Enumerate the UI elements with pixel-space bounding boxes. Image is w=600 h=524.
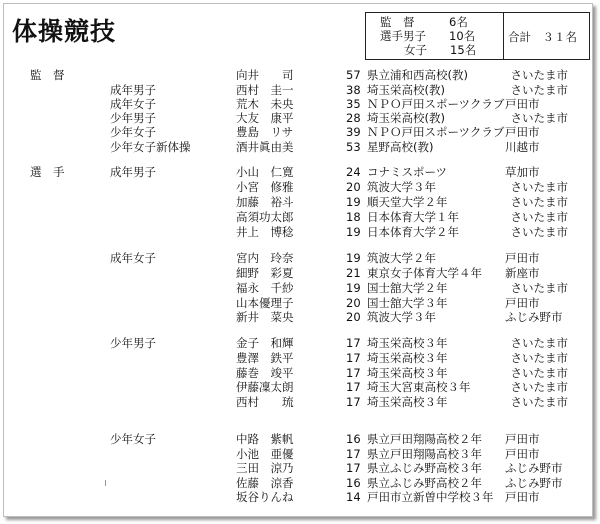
athlete-age: 24 <box>346 165 361 179</box>
athlete-age: 38 <box>346 83 361 97</box>
athlete-age: 17 <box>346 366 361 380</box>
athlete-name: 大友 康平 <box>236 111 294 125</box>
athlete-age: 17 <box>346 336 361 350</box>
roster-row <box>0 447 600 462</box>
athlete-name: 金子 和輝 <box>236 336 294 350</box>
roster-row <box>0 165 600 180</box>
athlete-city: 新座市 <box>505 266 540 280</box>
athlete-age: 20 <box>346 310 361 324</box>
role-label: 選 手 <box>30 165 65 179</box>
athlete-affiliation: 埼玉栄高校３年 <box>367 336 448 350</box>
athlete-age: 20 <box>346 180 361 194</box>
athlete-city: 戸田市 <box>505 296 540 310</box>
roster-row <box>0 180 600 195</box>
roster-row <box>0 97 600 112</box>
athlete-affiliation: 順天堂大学２年 <box>367 195 448 209</box>
athlete-city: さいたま市 <box>510 366 568 380</box>
category-label: 少年女子 <box>110 432 156 446</box>
athlete-age: 28 <box>346 111 361 125</box>
athlete-name: 福永 千紗 <box>236 281 294 295</box>
athlete-name: 中路 紫帆 <box>236 432 294 446</box>
athlete-age: 16 <box>346 476 361 490</box>
athlete-city: 川越市 <box>505 140 540 154</box>
athlete-name: 坂谷りんね <box>236 490 294 504</box>
athlete-affiliation: 埼玉栄高校３年 <box>367 395 448 409</box>
category-label: 成年男子 <box>110 83 156 97</box>
roster-row <box>0 281 600 296</box>
athlete-age: 16 <box>346 432 361 446</box>
category-label: 少年男子 <box>110 111 156 125</box>
summary-players-female: 女子 15名 <box>404 43 477 57</box>
category-label: 成年男子 <box>110 165 156 179</box>
athlete-age: 17 <box>346 395 361 409</box>
athlete-city: さいたま市 <box>510 351 568 365</box>
athlete-affiliation: 筑波大学２年 <box>367 251 436 265</box>
athlete-affiliation: 県立戸田翔陽高校３年 <box>367 447 482 461</box>
category-label: 少年女子 <box>110 125 156 139</box>
athlete-age: 19 <box>346 281 361 295</box>
athlete-affiliation: 国士舘大学３年 <box>367 296 448 310</box>
roster-row <box>0 490 600 505</box>
athlete-name: 酒井眞由美 <box>236 140 294 154</box>
page-title: 体操競技 <box>12 17 117 46</box>
roster-row <box>0 195 600 210</box>
athlete-name: 豊澤 鉄平 <box>236 351 294 365</box>
athlete-affiliation: ＮＰＯ戸田スポーツクラブ <box>367 125 505 139</box>
athlete-age: 35 <box>346 97 361 111</box>
athlete-city: 戸田市 <box>505 447 540 461</box>
athlete-affiliation: 県立戸田翔陽高校２年 <box>367 432 482 446</box>
athlete-affiliation: 県立ふじみ野高校３年 <box>367 461 482 475</box>
athlete-affiliation: コナミスポーツ <box>367 165 448 179</box>
athlete-affiliation: 筑波大学３年 <box>367 180 436 194</box>
athlete-name: 小山 仁寛 <box>236 165 294 179</box>
athlete-affiliation: 埼玉栄高校(教) <box>367 83 445 97</box>
athlete-city: 草加市 <box>505 165 540 179</box>
athlete-affiliation: 県立ふじみ野高校２年 <box>367 476 482 490</box>
athlete-city: 戸田市 <box>505 125 540 139</box>
athlete-affiliation: ＮＰＯ戸田スポーツクラブ <box>367 97 505 111</box>
athlete-affiliation: 埼玉栄高校３年 <box>367 351 448 365</box>
athlete-city: ふじみ野市 <box>505 310 563 324</box>
athlete-name: 藤巻 竣平 <box>236 366 294 380</box>
athlete-city: さいたま市 <box>510 68 568 82</box>
athlete-affiliation: 埼玉大宮東高校３年 <box>367 380 471 394</box>
athlete-name: 細野 彩夏 <box>236 266 294 280</box>
athlete-affiliation: 県立浦和西高校(教) <box>367 68 468 82</box>
athlete-name: 佐藤 涼香 <box>236 476 294 490</box>
athlete-city: さいたま市 <box>510 336 568 350</box>
athlete-age: 17 <box>346 461 361 475</box>
roster-row <box>0 266 600 281</box>
roster-row <box>0 251 600 266</box>
summary-players-male: 選手男子 10名 <box>380 29 476 43</box>
roster-row <box>0 461 600 476</box>
athlete-age: 19 <box>346 225 361 239</box>
roster-row <box>0 140 600 155</box>
athlete-city: ふじみ野市 <box>505 461 563 475</box>
athlete-age: 17 <box>346 351 361 365</box>
athlete-age: 14 <box>346 490 361 504</box>
roster-row <box>0 351 600 366</box>
category-label: 成年女子 <box>110 251 156 265</box>
roster-row <box>0 380 600 395</box>
athlete-age: 18 <box>346 210 361 224</box>
roster-row <box>0 336 600 351</box>
athlete-name: 伊藤凜太朗 <box>236 380 294 394</box>
roster-row <box>0 125 600 140</box>
athlete-name: 小宮 修雅 <box>236 180 294 194</box>
athlete-name: 荒木 未央 <box>236 97 294 111</box>
athlete-city: 戸田市 <box>505 490 540 504</box>
margin-tick <box>105 480 106 486</box>
roster-row <box>0 310 600 325</box>
athlete-city: さいたま市 <box>510 380 568 394</box>
roster-row <box>0 225 600 240</box>
athlete-city: さいたま市 <box>510 225 568 239</box>
athlete-city: さいたま市 <box>510 111 568 125</box>
category-label: 少年男子 <box>110 336 156 350</box>
athlete-name: 新井 菜央 <box>236 310 294 324</box>
roster-row <box>0 395 600 410</box>
athlete-city: さいたま市 <box>510 180 568 194</box>
athlete-affiliation: 日本体育大学２年 <box>367 225 459 239</box>
athlete-name: 高須功太郎 <box>236 210 294 224</box>
athlete-city: さいたま市 <box>510 83 568 97</box>
athlete-city: さいたま市 <box>510 395 568 409</box>
athlete-age: 19 <box>346 195 361 209</box>
athlete-city: さいたま市 <box>510 281 568 295</box>
summary-staff: 監 督 6名 <box>380 15 468 29</box>
athlete-age: 17 <box>346 380 361 394</box>
athlete-city: 戸田市 <box>505 251 540 265</box>
role-label: 監 督 <box>30 68 65 82</box>
category-label: 少年女子新体操 <box>110 140 191 154</box>
athlete-affiliation: 星野高校(教) <box>367 140 434 154</box>
athlete-affiliation: 戸田市立新曽中学校３年 <box>367 490 494 504</box>
athlete-name: 宮内 玲奈 <box>236 251 294 265</box>
athlete-affiliation: 埼玉栄高校３年 <box>367 366 448 380</box>
athlete-affiliation: 国士舘大学２年 <box>367 281 448 295</box>
summary-total: 合計 ３１名 <box>508 30 577 44</box>
athlete-age: 17 <box>346 447 361 461</box>
athlete-name: 加藤 裕斗 <box>236 195 294 209</box>
roster-row <box>0 296 600 311</box>
roster-row <box>0 111 600 126</box>
roster-row <box>0 210 600 225</box>
roster-row <box>0 83 600 98</box>
athlete-name: 小池 亜優 <box>236 447 294 461</box>
athlete-city: さいたま市 <box>510 195 568 209</box>
athlete-city: 戸田市 <box>505 97 540 111</box>
athlete-age: 39 <box>346 125 361 139</box>
athlete-age: 19 <box>346 251 361 265</box>
roster-row <box>0 476 600 491</box>
summary-box <box>365 12 590 60</box>
athlete-name: 三田 涼乃 <box>236 461 294 475</box>
athlete-affiliation: 日本体育大学１年 <box>367 210 459 224</box>
athlete-name: 向井 司 <box>236 68 294 82</box>
athlete-name: 西村 琉 <box>236 395 294 409</box>
category-label: 成年女子 <box>110 97 156 111</box>
athlete-name: 豊島 リサ <box>236 125 294 139</box>
roster-row <box>0 366 600 381</box>
athlete-age: 21 <box>346 266 361 280</box>
athlete-city: 戸田市 <box>505 432 540 446</box>
athlete-city: ふじみ野市 <box>505 476 563 490</box>
athlete-age: 53 <box>346 140 361 154</box>
roster-row <box>0 68 600 83</box>
roster-row <box>0 432 600 447</box>
athlete-affiliation: 筑波大学３年 <box>367 310 436 324</box>
summary-divider <box>503 13 504 59</box>
athlete-affiliation: 埼玉栄高校(教) <box>367 111 445 125</box>
athlete-age: 57 <box>346 68 361 82</box>
athlete-name: 山本優理子 <box>236 296 294 310</box>
athlete-age: 20 <box>346 296 361 310</box>
athlete-city: さいたま市 <box>510 210 568 224</box>
athlete-name: 井上 博稔 <box>236 225 294 239</box>
athlete-name: 西村 圭一 <box>236 83 294 97</box>
athlete-affiliation: 東京女子体育大学４年 <box>367 266 482 280</box>
